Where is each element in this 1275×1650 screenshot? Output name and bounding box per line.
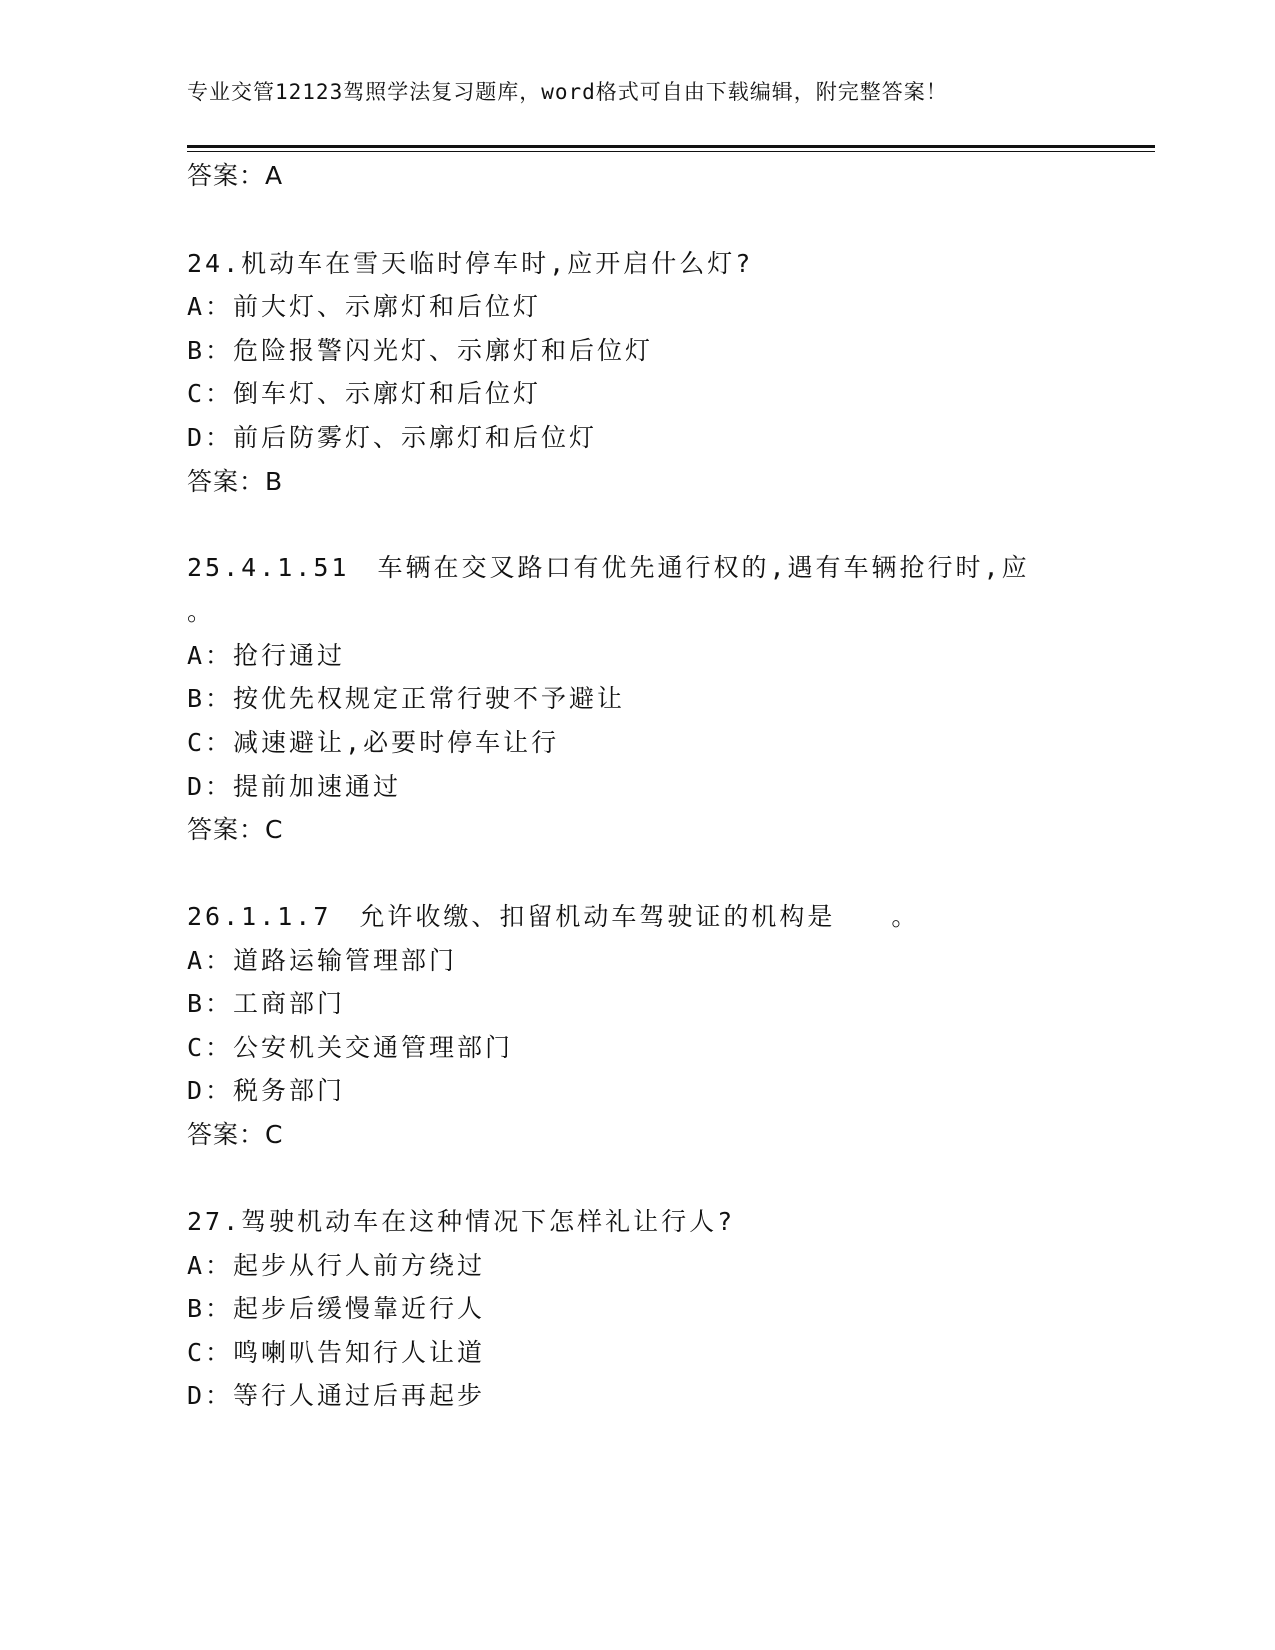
option-a: A：抢行通过: [187, 641, 346, 670]
option-d: D：税务部门: [187, 1076, 346, 1105]
option-c: C：减速避让,必要时停车让行: [187, 728, 560, 757]
header-rule-thin: [187, 151, 1155, 152]
option-b: B：工商部门: [187, 989, 346, 1018]
answer-line: 答案：C: [187, 815, 284, 844]
option-a: A：道路运输管理部门: [187, 946, 458, 975]
question-stem: 26.1.1.7 允许收缴、扣留机动车驾驶证的机构是 。: [187, 902, 920, 931]
option-a: A：起步从行人前方绕过: [187, 1251, 486, 1280]
option-d: D：等行人通过后再起步: [187, 1381, 486, 1410]
answer-line: 答案：B: [187, 467, 284, 496]
answer-line: 答案：A: [187, 161, 284, 190]
option-a: A：前大灯、示廓灯和后位灯: [187, 292, 542, 321]
question-stem: 25.4.1.51 车辆在交叉路口有优先通行权的,遇有车辆抢行时,应: [187, 553, 1030, 582]
question-stem-continued: 。: [187, 597, 216, 626]
question-stem: 27.驾驶机动车在这种情况下怎样礼让行人?: [187, 1207, 736, 1236]
header-rule-thick: [187, 145, 1155, 148]
header-text: 专业交管12123驾照学法复习题库，word格式可自由下载编辑，附完整答案！: [187, 80, 948, 104]
option-c: C：鸣喇叭告知行人让道: [187, 1338, 486, 1367]
option-b: B：按优先权规定正常行驶不予避让: [187, 684, 626, 713]
option-c: C：公安机关交通管理部门: [187, 1033, 514, 1062]
answer-line: 答案：C: [187, 1120, 284, 1149]
question-stem: 24.机动车在雪天临时停车时,应开启什么灯?: [187, 249, 754, 278]
option-d: D：前后防雾灯、示廓灯和后位灯: [187, 423, 598, 452]
option-c: C：倒车灯、示廓灯和后位灯: [187, 379, 542, 408]
option-d: D：提前加速通过: [187, 772, 402, 801]
option-b: B：起步后缓慢靠近行人: [187, 1294, 486, 1323]
option-b: B：危险报警闪光灯、示廓灯和后位灯: [187, 336, 654, 365]
